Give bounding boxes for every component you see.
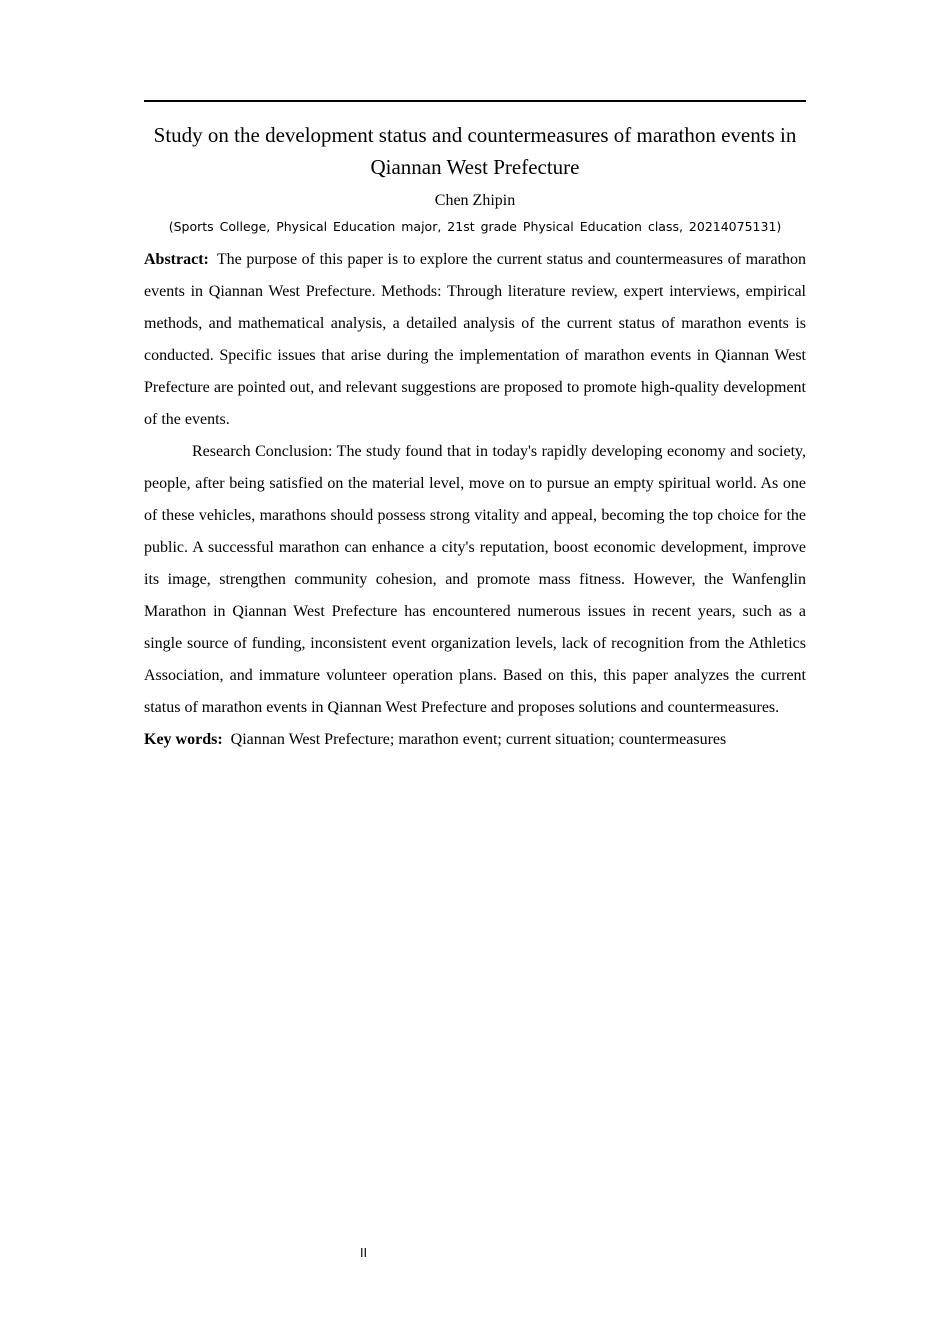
abstract-label: Abstract: <box>144 251 209 268</box>
page-number: II <box>360 1246 368 1260</box>
keywords-paragraph <box>144 724 806 756</box>
header-rule <box>144 100 806 102</box>
abstract-paragraph <box>144 244 806 436</box>
keywords-text: Qiannan West Prefecture; marathon event; current situation; countermeasures <box>230 731 727 748</box>
author-name: Chen Zhipin <box>434 192 516 209</box>
conclusion-paragraph: Research Conclusion: The study found that in today's rapidly developing economy and society, people, after being satisfied on the material level, move on to pursue an empty spiritual world. As one of these vehicles, marathons should possess strong vitality and appeal, becoming the top choice for the public. A successful marathon can enhance a city's reputation, boost economic development, improve its image, strengthen community cohesion, and promote mass fitness. However, the Wanfenglin Marathon in Qiannan West Prefecture has encountered numerous issues in recent years, such as a single source of funding, inconsistent event organization levels, lack of recognition from the Athletics Association, and immature volunteer operation plans. Based on this, this paper analyzes the current status of marathon events in Qiannan West Prefecture and proposes solutions and countermeasures. <box>144 443 806 716</box>
keywords-label: Key words: <box>144 731 223 748</box>
paper-title: Study on the development status and countermeasures of marathon events in Qiannan West Prefecture <box>153 123 797 179</box>
author-affiliation: (Sports College, Physical Education major, 21st grade Physical Education class, 20214075131) <box>168 219 782 234</box>
abstract-text: The purpose of this paper is to explore the current status and countermeasures of marathon events in Qiannan West Prefecture. Methods: Through literature review, expert interviews, empirical methods, and mathematical analysis, a detailed analysis of the current status of marathon events is conducted. Specific issues that arise during the implementation of marathon events in Qiannan West Prefecture are pointed out, and relevant suggestions are proposed to promote high-quality development of the events. <box>144 251 806 428</box>
document-page <box>144 100 806 756</box>
